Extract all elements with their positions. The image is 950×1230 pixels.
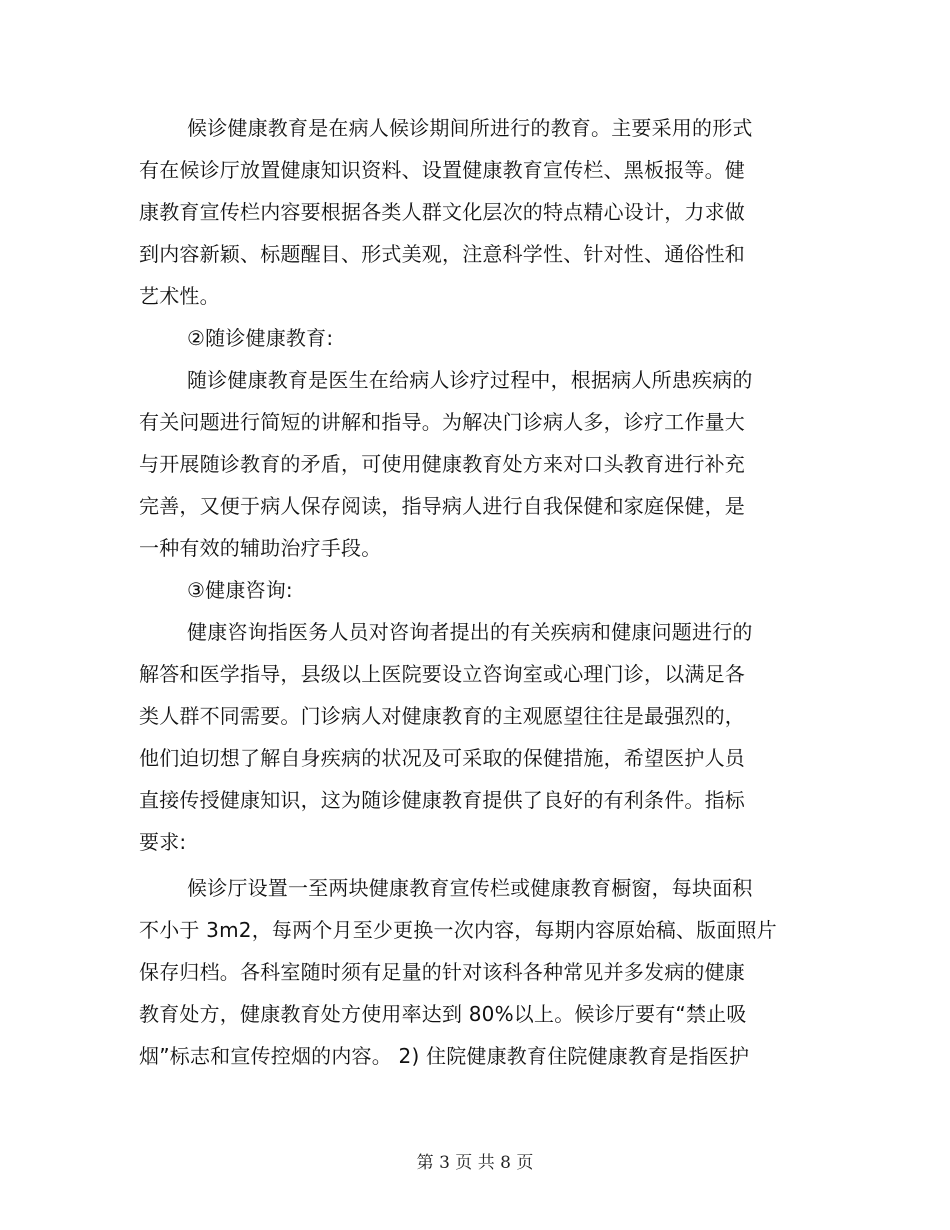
paragraph-line: 艺术性。	[139, 284, 220, 308]
paragraph-line: 候诊厅设置一至两块健康教育宣传栏或健康教育橱窗，每块面积	[187, 876, 753, 900]
section-heading: ③健康咨询:	[187, 578, 293, 602]
paragraph-line: 与开展随诊教育的矛盾，可使用健康教育处方来对口头教育进行补充	[139, 452, 745, 476]
paragraph-line: 随诊健康教育是医生在给病人诊疗过程中，根据病人所患疾病的	[187, 368, 753, 392]
paragraph-line: 一种有效的辅助治疗手段。	[139, 536, 382, 560]
section-heading: ②随诊健康教育:	[187, 326, 334, 350]
paragraph-line: 类人群不同需要。门诊病人对健康教育的主观愿望往往是最强烈的，	[139, 704, 745, 728]
paragraph-line: 要求:	[139, 830, 187, 854]
paragraph-line: 他们迫切想了解自身疾病的状况及可采取的保健措施，希望医护人员	[139, 746, 745, 770]
paragraph-line: 候诊健康教育是在病人候诊期间所进行的教育。主要采用的形式	[187, 116, 753, 140]
paragraph-line: 有在候诊厅放置健康知识资料、设置健康教育宣传栏、黑板报等。健	[139, 158, 745, 182]
page-number-footer: 第 3 页 共 8 页	[416, 1153, 534, 1173]
paragraph-line: 教育处方，健康教育处方使用率达到 80%以上。候诊厅要有“禁止吸	[139, 1002, 747, 1026]
paragraph-line: 直接传授健康知识，这为随诊健康教育提供了良好的有利条件。指标	[139, 788, 745, 812]
paragraph-line: 烟”标志和宣传控烟的内容。 2) 住院健康教育住院健康教育是指医护	[139, 1044, 750, 1068]
paragraph-line: 健康咨询指医务人员对咨询者提出的有关疾病和健康问题进行的	[187, 620, 753, 644]
paragraph-line: 解答和医学指导，县级以上医院要设立咨询室或心理门诊，以满足各	[139, 662, 745, 686]
paragraph-line: 到内容新颖、标题醒目、形式美观，注意科学性、针对性、通俗性和	[139, 242, 745, 266]
paragraph-line: 有关问题进行简短的讲解和指导。为解决门诊病人多，诊疗工作量大	[139, 410, 745, 434]
paragraph-line: 不小于 3m2，每两个月至少更换一次内容，每期内容原始稿、版面照片	[139, 918, 777, 942]
paragraph-line: 完善，又便于病人保存阅读，指导病人进行自我保健和家庭保健，是	[139, 494, 745, 518]
paragraph-line: 康教育宣传栏内容要根据各类人群文化层次的特点精心设计，力求做	[139, 200, 745, 224]
paragraph-line: 保存归档。各科室随时须有足量的针对该科各种常见并多发病的健康	[139, 960, 745, 984]
